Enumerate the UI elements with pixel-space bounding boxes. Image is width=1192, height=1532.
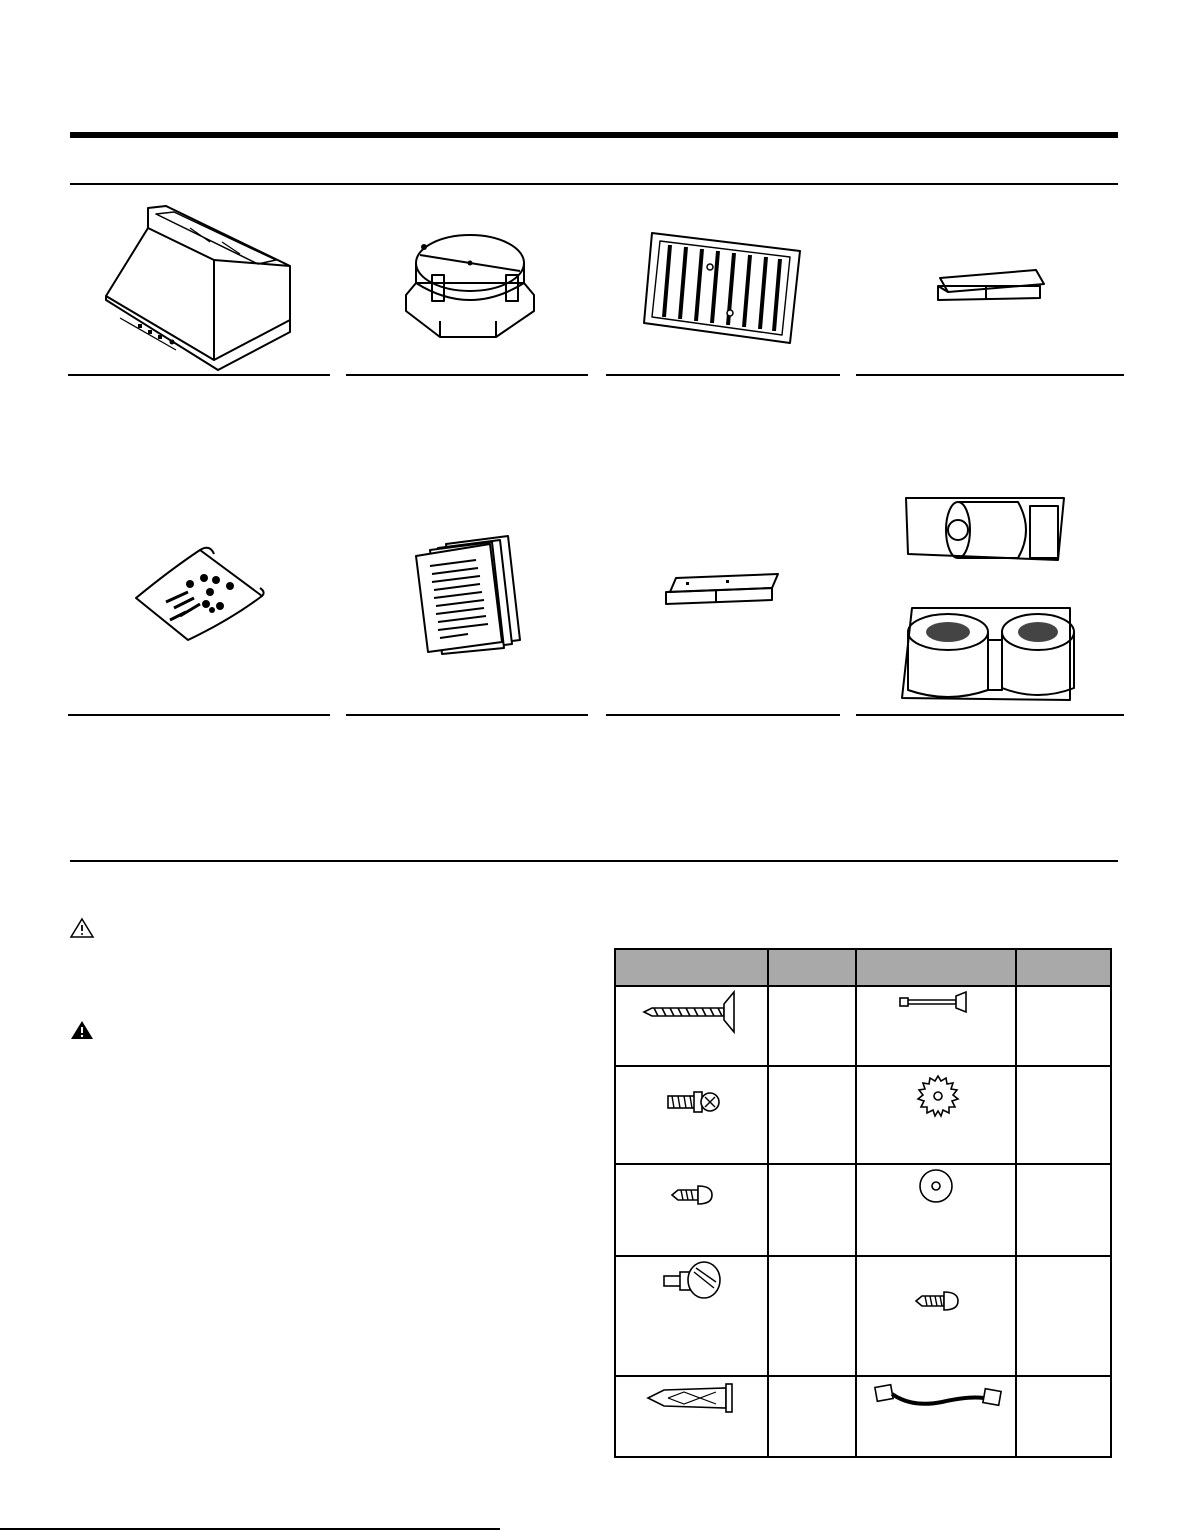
pan-head-screw-icon xyxy=(914,1286,964,1316)
wall-anchor-icon xyxy=(644,1380,740,1416)
range-hood-body-icon xyxy=(100,200,300,375)
hardware-section-rule xyxy=(70,860,1118,862)
wood-screw-icon xyxy=(640,990,744,1034)
baffle-filter-icon xyxy=(640,225,810,355)
part-underline-2 xyxy=(346,374,588,376)
header-rule-thick xyxy=(70,132,1118,138)
caution-triangle-outline-icon xyxy=(70,918,94,938)
star-lock-washer-icon xyxy=(916,1074,960,1118)
duct-transition-damper-icon xyxy=(400,225,540,345)
thumb-screw-icon xyxy=(660,1260,726,1304)
warning-triangle-filled-icon xyxy=(70,1020,94,1040)
short-pan-screw-icon xyxy=(670,1180,718,1210)
part-underline-8 xyxy=(856,714,1124,716)
installation-manual-icon xyxy=(410,530,525,655)
part-underline-1 xyxy=(68,374,330,376)
hardware-bag-icon xyxy=(130,540,270,645)
part-underline-6 xyxy=(346,714,588,716)
blower-motor-icon xyxy=(888,490,1088,712)
part-underline-4 xyxy=(856,374,1124,376)
cabinet-pin-screw-icon xyxy=(896,990,976,1018)
mounting-bracket-icon xyxy=(660,570,785,610)
part-underline-5 xyxy=(68,714,330,716)
footer-rule xyxy=(0,1528,500,1530)
grease-tray-icon xyxy=(930,262,1050,312)
part-underline-7 xyxy=(606,714,840,716)
flat-washer-icon xyxy=(916,1166,956,1206)
part-underline-3 xyxy=(606,374,840,376)
parts-section-rule xyxy=(70,183,1118,185)
hex-washer-bolt-icon xyxy=(664,1086,720,1120)
connector-cable-icon xyxy=(872,1380,1006,1416)
